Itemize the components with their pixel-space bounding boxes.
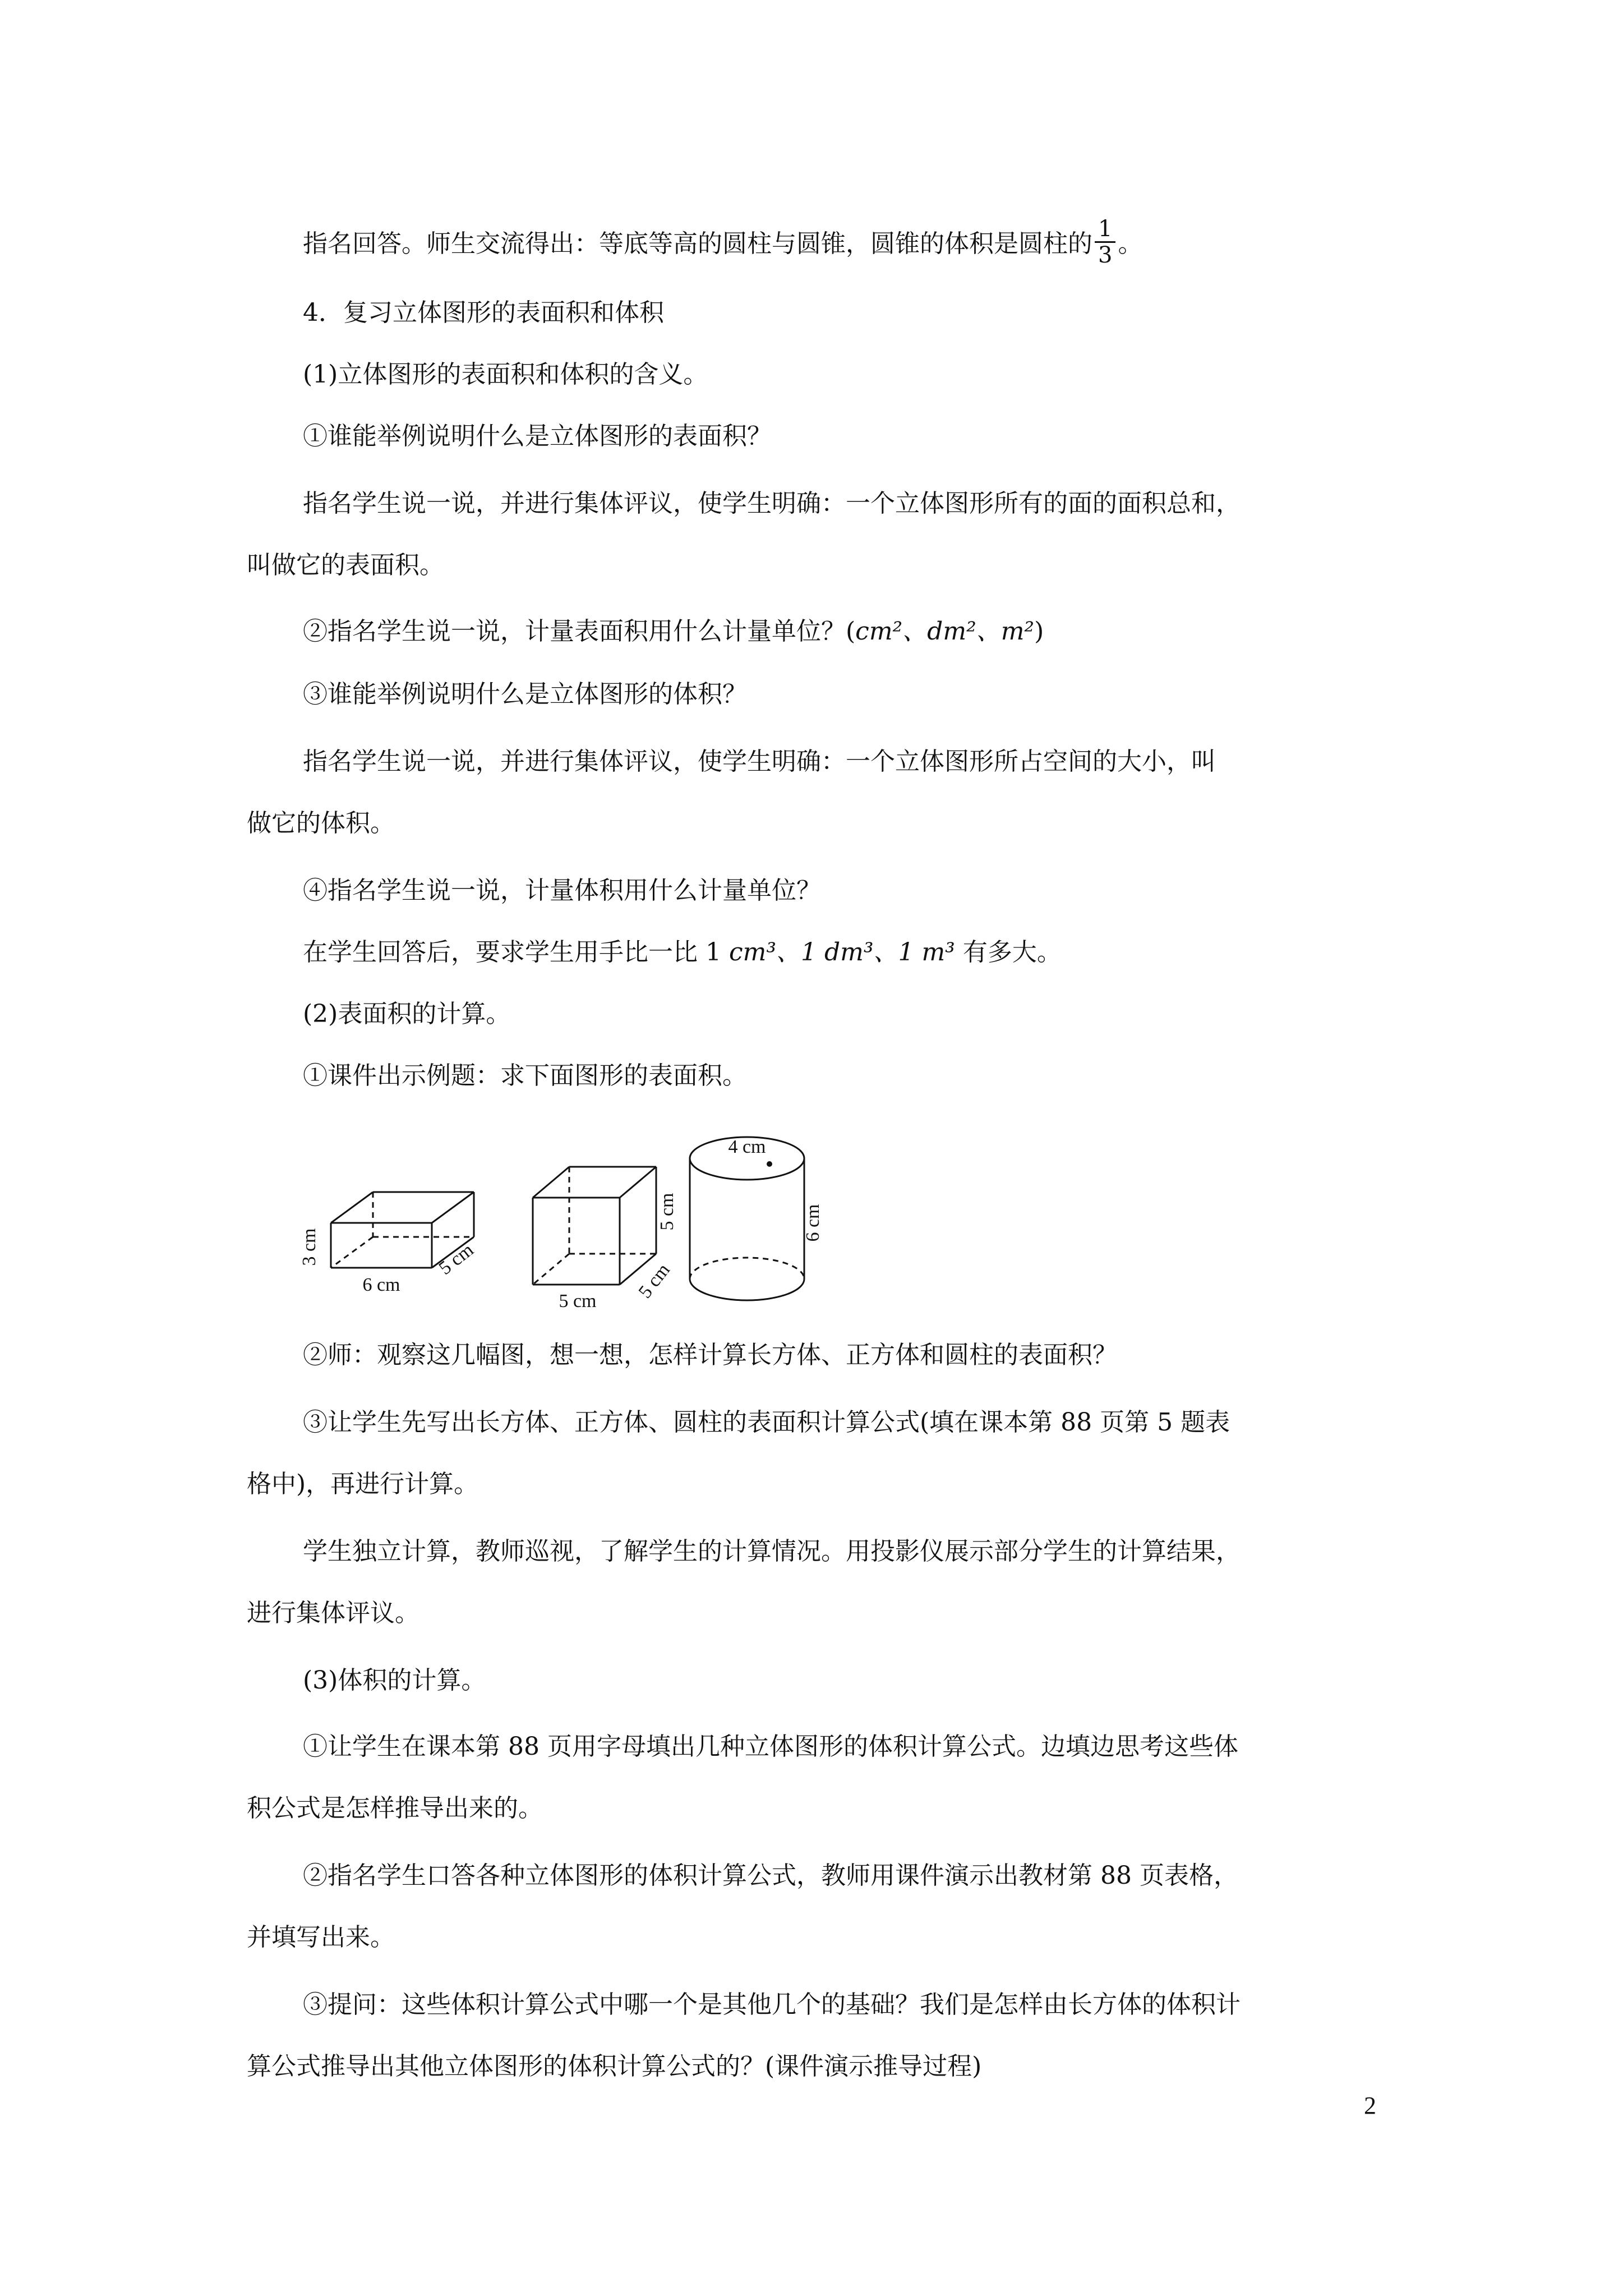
answer-volume-line2: 做它的体积。 — [247, 809, 395, 838]
cylinder-diameter-label: 4 cm — [728, 1137, 766, 1157]
question-volume-units: ④指名学生说一说，计量体积用什么计量单位？ — [303, 876, 821, 905]
question-volume: ③谁能举例说明什么是立体图形的体积？ — [303, 680, 747, 708]
formula-task-line2: 格中)，再进行计算。 — [247, 1470, 479, 1498]
question-surface-area: ①谁能举例说明什么是立体图形的表面积？ — [303, 422, 772, 450]
solid-figures-svg — [292, 1125, 852, 1327]
cuboid-width-label: 5 cm — [435, 1239, 478, 1279]
cylinder-center-dot — [767, 1161, 772, 1167]
subheading-2: (2)表面积的计算。 — [303, 1000, 511, 1028]
section-heading-4: 4．复习立体图形的表面积和体积 — [303, 298, 664, 327]
independent-calc-line2: 进行集体评议。 — [247, 1599, 419, 1627]
cuboid-length-label: 6 cm — [362, 1274, 400, 1295]
cube-depth-label: 5 cm — [634, 1259, 674, 1303]
cube-height-label: 5 cm — [657, 1193, 677, 1231]
solid-figures-diagram — [292, 1125, 852, 1327]
derivation-question-line1: ③提问：这些体积计算公式中哪一个是其他几个的基础？我们是怎样由长方体的体积计 — [303, 1990, 1241, 2019]
page-number: 2 — [1364, 2092, 1376, 2119]
derivation-question-line2: 算公式推导出其他立体图形的体积计算公式的？(课件演示推导过程) — [247, 2052, 982, 2081]
cylinder-height-label: 6 cm — [803, 1204, 823, 1242]
question-area-units-prefix: ②指名学生说一说，计量表面积用什么计量单位？( — [303, 617, 856, 646]
volume-units: cm³、1 dm³、1 m³ — [728, 938, 955, 967]
independent-calc-line1: 学生独立计算，教师巡视，了解学生的计算情况。用投影仪展示部分学生的计算结果， — [303, 1537, 1241, 1566]
teacher-question: ②师：观察这几幅图，想一想，怎样计算长方体、正方体和圆柱的表面积？ — [303, 1341, 1117, 1369]
cube-edge-label: 5 cm — [559, 1291, 597, 1312]
oral-answer-line1: ②指名学生口答各种立体图形的体积计算公式，教师用课件演示出教材第 88 页表格， — [303, 1861, 1238, 1890]
fraction-denominator: 3 — [1098, 242, 1113, 268]
paragraph-text: 指名回答。师生交流得出：等底等高的圆柱与圆锥，圆锥的体积是圆柱的 — [303, 229, 1092, 258]
instruction-suffix: 有多大。 — [955, 938, 1062, 967]
answer-surface-area-line2: 叫做它的表面积。 — [247, 551, 444, 579]
oral-answer-line2: 并填写出来。 — [247, 1923, 395, 1952]
question-area-units — [303, 617, 1044, 646]
area-units: cm²、dm²、m² — [855, 617, 1035, 646]
answer-volume-line1: 指名学生说一说，并进行集体评议，使学生明确：一个立体图形所占空间的大小，叫 — [303, 747, 1216, 776]
fraction-numerator: 1 — [1095, 217, 1115, 243]
fraction-one-third — [1095, 217, 1115, 268]
volume-formula-line2: 积公式是怎样推导出来的。 — [247, 1794, 543, 1823]
cylinder-figure — [690, 1137, 804, 1300]
formula-task-line1: ③让学生先写出长方体、正方体、圆柱的表面积计算公式(填在课本第 88 页第 5 题表 — [303, 1408, 1230, 1437]
volume-formula-line1: ①让学生在课本第 88 页用字母填出几种立体图形的体积计算公式。边填边思考这些体 — [303, 1732, 1238, 1761]
cuboid-height-label: 3 cm — [299, 1228, 320, 1266]
subheading-1: (1)立体图形的表面积和体积的含义。 — [303, 360, 708, 389]
example-prompt: ①课件出示例题：求下面图形的表面积。 — [303, 1061, 747, 1090]
instruction-compare-units — [303, 938, 1062, 967]
question-area-units-suffix: ) — [1034, 617, 1044, 646]
paragraph-end: 。 — [1118, 229, 1143, 258]
paragraph-cone-volume — [303, 216, 1143, 271]
instruction-prefix: 在学生回答后，要求学生用手比一比 1 — [303, 938, 729, 967]
cube-figure — [533, 1167, 656, 1285]
subheading-3: (3)体积的计算。 — [303, 1666, 486, 1695]
answer-surface-area-line1: 指名学生说一说，并进行集体评议，使学生明确：一个立体图形所有的面的面积总和， — [303, 489, 1241, 518]
